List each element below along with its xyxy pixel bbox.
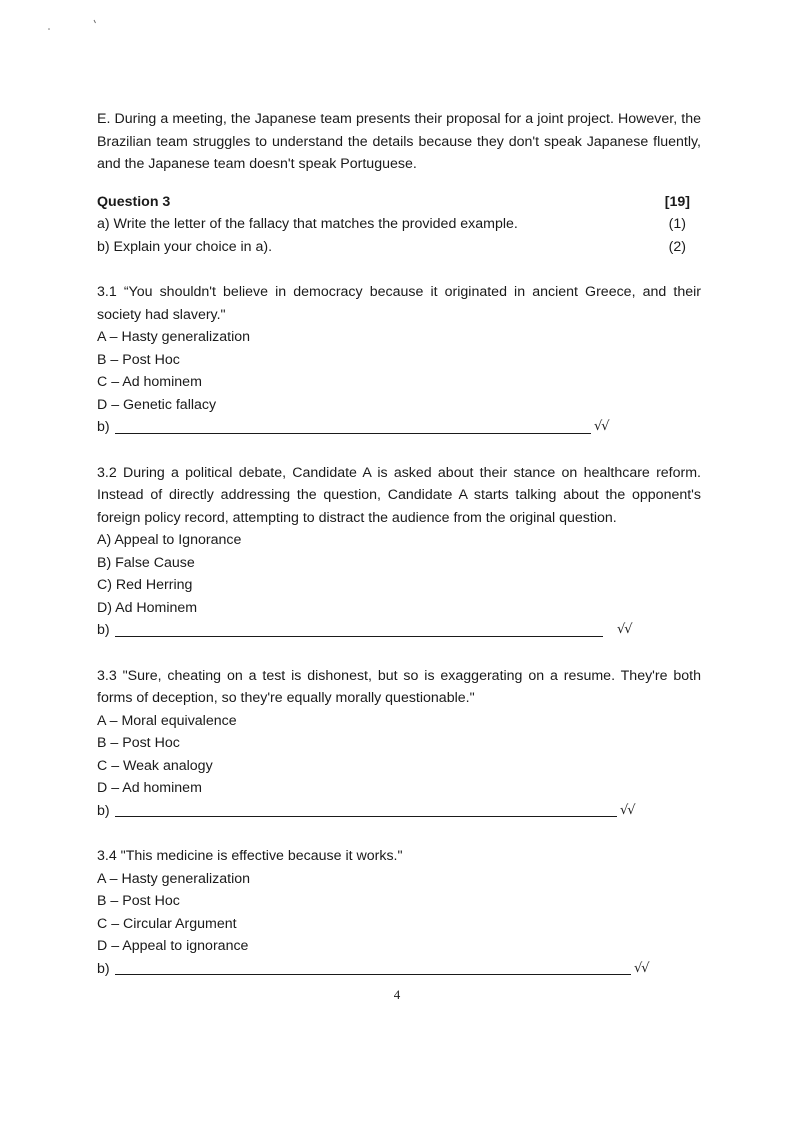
instruction-marks: (2): [668, 238, 686, 255]
option-d: D) Ad Hominem: [97, 599, 198, 616]
option-a: A – Moral equivalence: [97, 712, 237, 729]
tick-marks: √√: [634, 960, 649, 976]
answer-label: b): [97, 960, 110, 977]
answer-row: [97, 958, 701, 981]
option-b: B – Post Hoc: [97, 735, 180, 751]
answer-line[interactable]: [115, 803, 617, 817]
answer-row: [97, 619, 701, 642]
option-b: B) False Cause: [97, 554, 195, 571]
option-c: C – Circular Argument: [97, 915, 237, 932]
option-c: C – Ad hominem: [97, 374, 202, 390]
item-prompt: 3.2 During a political debate, Candidate A is asked about their stance on healthcare reform. Instead of directly addressing the question, Candidate A starts talking about the opponent's foreign policy record, attempting to distract the audience from the original question.: [97, 464, 701, 526]
instruction-marks: (1): [668, 216, 686, 232]
option-d: D – Appeal to ignorance: [97, 938, 249, 954]
question-item-3-1: [97, 281, 701, 439]
answer-line[interactable]: [115, 961, 631, 975]
answer-row: [97, 800, 701, 823]
question-total-marks: [19]: [664, 193, 690, 210]
intro-paragraph: E. During a meeting, the Japanese team presents their proposal for a joint project. However, the Brazilian team struggles to understand the details because they don't speak Japanese fluently, and the Japanese team doesn't speak Portuguese.: [97, 111, 701, 172]
item-prompt: 3.3 "Sure, cheating on a test is dishonest, but so is exaggerating on a resume. They're both forms of deception, so they're equally morally questionable.": [97, 667, 701, 706]
option-c: C) Red Herring: [97, 577, 193, 593]
question-item-3-2: [97, 462, 701, 642]
question-header: [97, 191, 701, 214]
answer-label: b): [97, 622, 110, 638]
page-number: 4: [393, 987, 401, 1002]
answer-line[interactable]: [115, 420, 591, 434]
option-d: D – Genetic fallacy: [97, 396, 217, 413]
tick-marks: √√: [594, 419, 609, 434]
answer-line[interactable]: [115, 623, 603, 637]
option-a: A – Hasty generalization: [97, 870, 250, 887]
option-a: A – Hasty generalization: [97, 329, 250, 345]
answer-label: b): [97, 802, 110, 819]
question-item-3-4: [97, 845, 701, 980]
answer-row: [97, 416, 701, 439]
answer-label: b): [97, 419, 110, 435]
exam-content: [97, 108, 701, 980]
tick-marks: √√: [620, 802, 635, 818]
instruction-text: a) Write the letter of the fallacy that matches the provided example.: [97, 216, 518, 232]
instruction-b: [97, 236, 701, 259]
tick-marks: √√: [617, 622, 632, 637]
scan-specks: [46, 14, 106, 34]
instruction-a: [97, 213, 701, 236]
option-a: A) Appeal to Ignorance: [97, 532, 242, 548]
item-prompt: 3.1 “You shouldn't believe in democracy because it originated in ancient Greece, and their society had slavery.": [97, 284, 701, 323]
question-item-3-3: [97, 665, 701, 823]
instruction-text: b) Explain your choice in a).: [97, 238, 273, 255]
item-prompt: 3.4 "This medicine is effective because it works.": [97, 848, 403, 864]
option-c: C – Weak analogy: [97, 757, 213, 774]
option-b: B – Post Hoc: [97, 351, 180, 368]
question-title: Question 3: [97, 193, 171, 210]
option-b: B – Post Hoc: [97, 893, 180, 909]
option-d: D – Ad hominem: [97, 780, 202, 796]
